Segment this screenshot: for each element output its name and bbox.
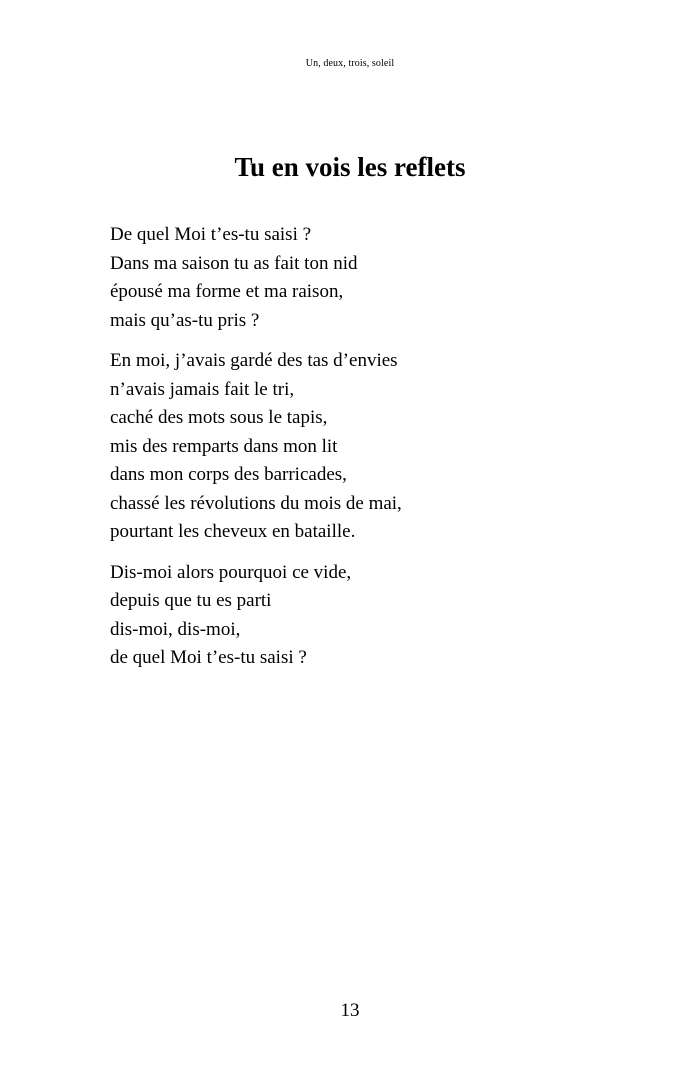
verse-line: épousé ma forme et ma raison,	[110, 281, 344, 302]
verse-line: pourtant les cheveux en bataille.	[110, 521, 356, 542]
stanza-3	[110, 559, 590, 673]
stanza-2	[110, 347, 590, 547]
stanza-1	[110, 221, 590, 335]
page-number: 13	[340, 1000, 360, 1021]
verse-line: Dis-moi alors pourquoi ce vide,	[110, 561, 352, 583]
verse-line: n’avais jamais fait le tri,	[110, 378, 295, 400]
verse-line: dans mon corps des barricades,	[110, 464, 347, 485]
verse-line: Dans ma saison tu as fait ton nid	[110, 252, 358, 274]
poem-title: Tu en vois les reflets	[234, 152, 466, 182]
running-header: Un, deux, trois, soleil	[305, 58, 395, 69]
verse-line: mais qu’as-tu pris ?	[110, 309, 260, 331]
verse-line: caché des mots sous le tapis,	[110, 407, 328, 428]
verse-line: De quel Moi t’es-tu saisi ?	[110, 224, 312, 245]
verse-line: mis des remparts dans mon lit	[110, 435, 338, 457]
verse-line: dis-moi, dis-moi,	[110, 618, 241, 640]
verse-line: de quel Moi t’es-tu saisi ?	[110, 647, 307, 668]
verse-line: depuis que tu es parti	[110, 590, 272, 611]
verse-line: En moi, j’avais gardé des tas d’envies	[110, 350, 398, 371]
verse-line: chassé les révolutions du mois de mai,	[110, 492, 402, 514]
poem-body	[110, 221, 590, 685]
